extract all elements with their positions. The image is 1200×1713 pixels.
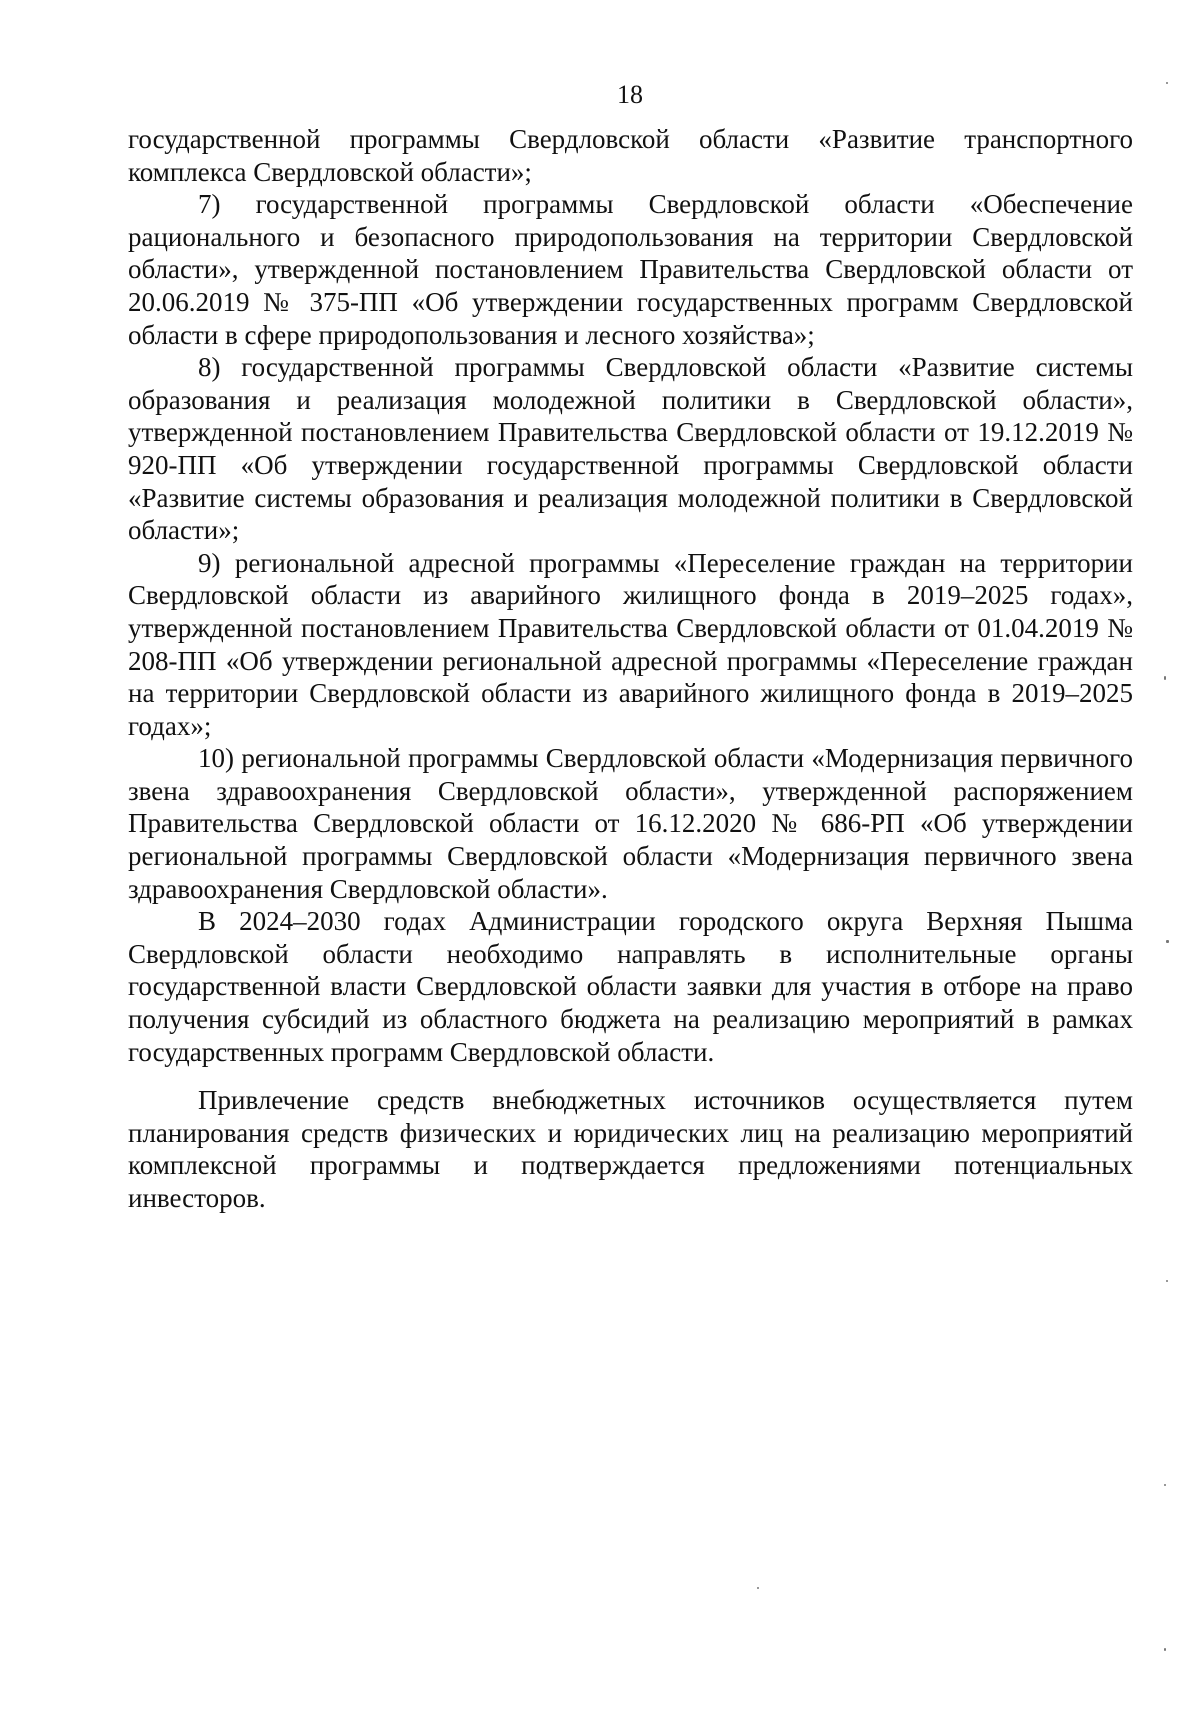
scan-speck bbox=[757, 1587, 759, 1589]
scan-speck bbox=[1166, 1280, 1168, 1282]
paragraph-subsidy-applications: В 2024–2030 годах Администрации городского округа Верхняя Пышма Свердловской области необходимо направлять в исполнительные органы государственной власти Свердловской области заявки для участия в отборе на право получения субсидий из областного бюджета на реализацию мероприятий в рамках государственных программ Свердловской области. bbox=[128, 906, 1133, 1067]
paragraph-transport-program-continuation: государственной программы Свердловской области «Развитие транспортного комплекса Свердловской области»; bbox=[128, 124, 1133, 187]
scan-speck bbox=[1164, 1648, 1166, 1651]
page-number: 18 bbox=[617, 80, 643, 109]
scan-speck bbox=[1164, 1484, 1166, 1486]
scan-speck bbox=[1164, 676, 1166, 680]
scan-speck bbox=[1166, 940, 1169, 943]
paragraph-extrabudgetary-funds: Привлечение средств внебюджетных источников осуществляется путем планирования средств физических и юридических лиц на реализацию мероприятий комплексной программы и подтверждается предложениями потенциальных инвесторов. bbox=[128, 1085, 1133, 1213]
paragraph-item-9-resettlement: 9) региональной адресной программы «Переселение граждан на территории Свердловской области из аварийного жилищного фонда в 2019–2025 годах», утвержденной постановлением Правительства Свердловской области от 01.04.2019 № 208-ПП «Об утверждении региональной адресной программы «Переселение граждан на территории Свердловской области из аварийного жилищного фонда в 2019–2025 годах»; bbox=[128, 547, 1133, 741]
paragraph-item-7-nature-management: 7) государственной программы Свердловской области «Обеспечение рационального и безопасного природопользования на территории Свердловской области», утвержденной постановлением Правительства Свердловской области от 20.06.2019 № 375-ПП «Об утверждении государственных программ Свердловской области в сфере природопользования и лесного хозяйства»; bbox=[128, 189, 1133, 350]
scan-speck bbox=[1166, 82, 1168, 84]
paragraph-item-8-education: 8) государственной программы Свердловской области «Развитие системы образования и реализация молодежной политики в Свердловской области», утвержденной постановлением Правительства Свердловской области от 19.12.2019 № 920-ПП «Об утверждении государственной программы Свердловской области «Развитие системы образования и реализация молодежной политики в Свердловской области»; bbox=[128, 352, 1133, 546]
document-body bbox=[128, 123, 1133, 1215]
paragraph-item-10-healthcare: 10) региональной программы Свердловской области «Модернизация первичного звена здравоохранения Свердловской области», утвержденной распоряжением Правительства Свердловской области от 16.12.2020 № 686-РП «Об утверждении региональной программы Свердловской области «Модернизация первичного звена здравоохранения Свердловской области». bbox=[128, 743, 1133, 904]
